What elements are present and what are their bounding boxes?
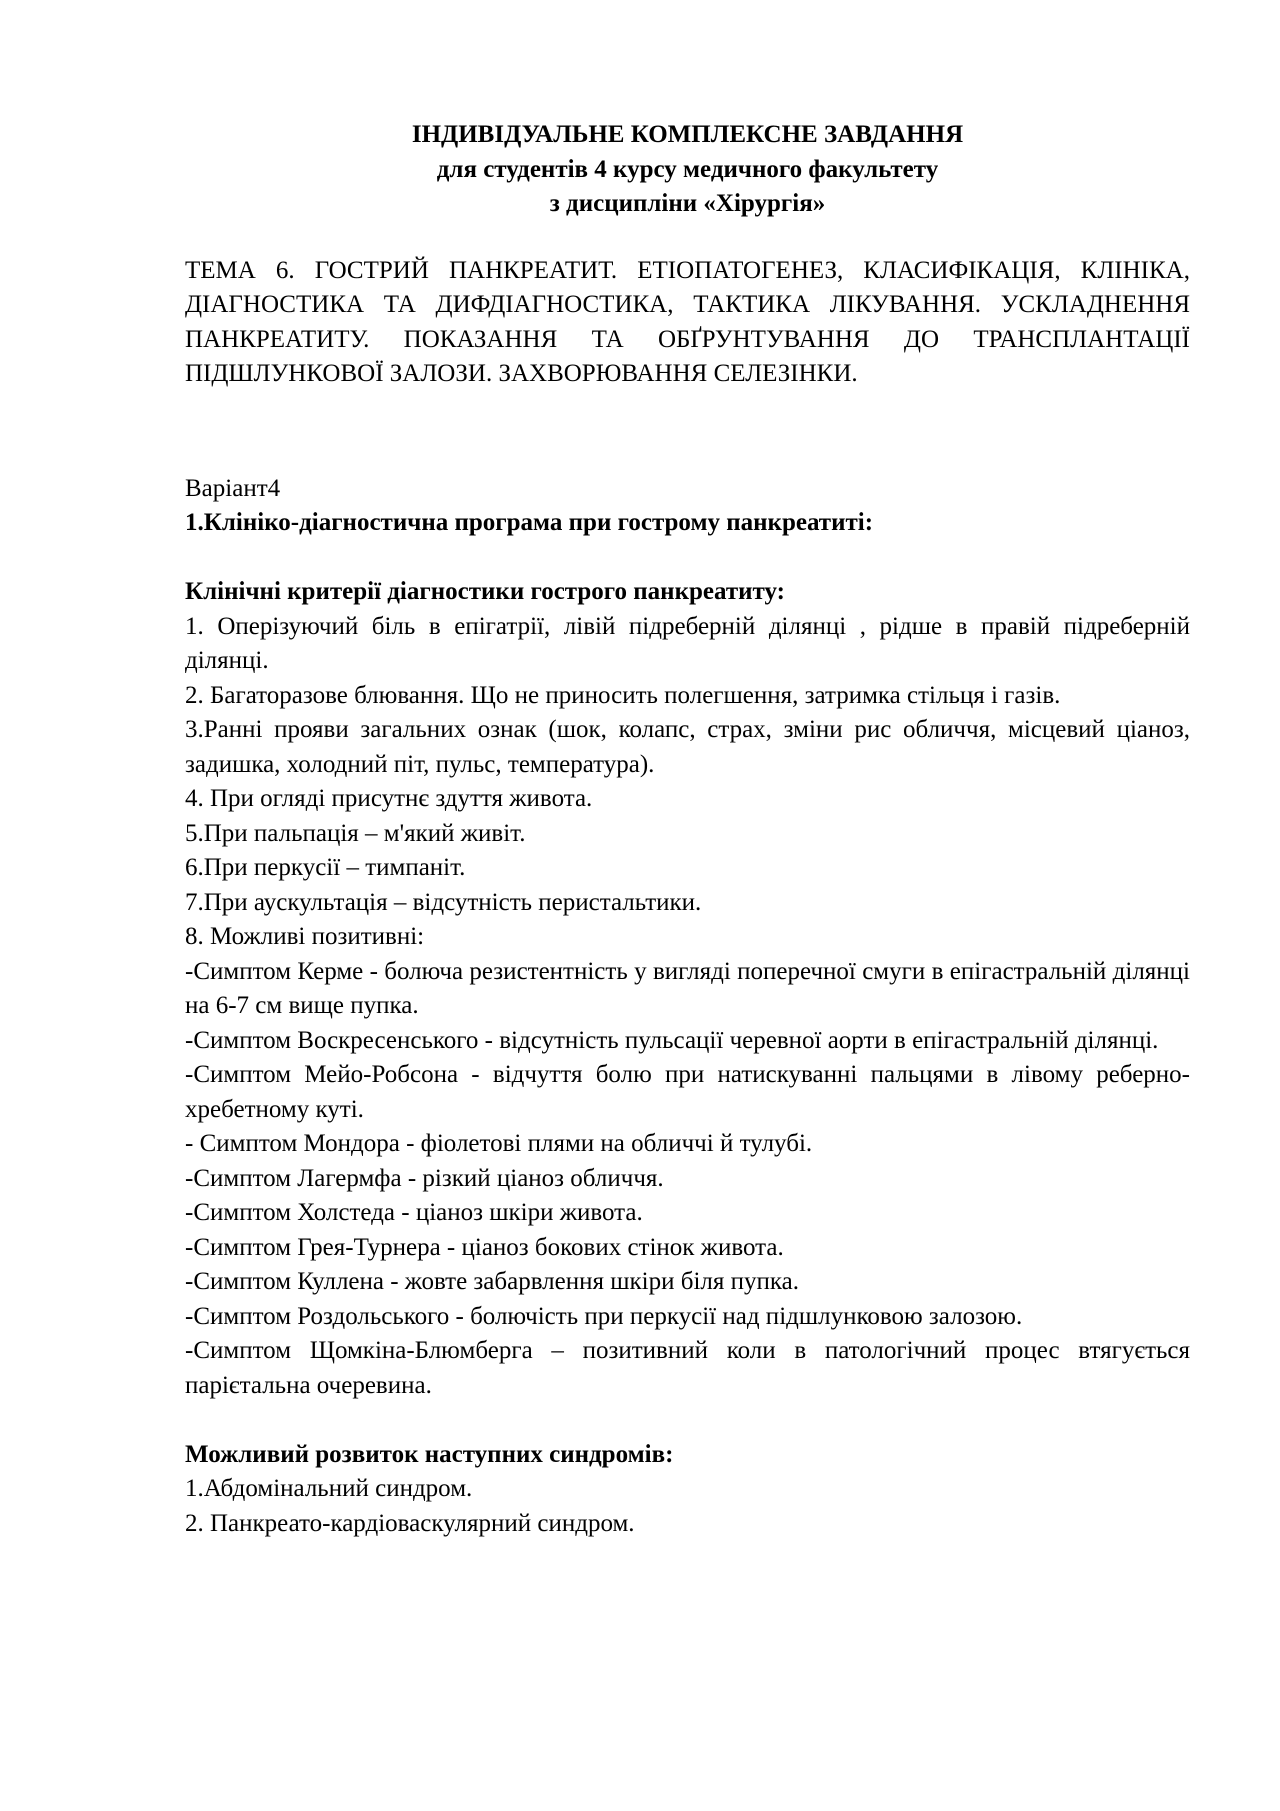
symptom-item: -Симптом Воскресенського - відсутність пульсації черевної аорти в епігастральній ділянці.: [185, 1026, 1159, 1054]
symptom-item: -Симптом Щомкіна-Блюмберга – позитивний коли в патологічний процес втягується парієтальна очеревина.: [185, 1337, 1190, 1399]
syndromes-title: Можливий розвиток наступних синдромів:: [185, 1440, 674, 1468]
header-discipline: з дисципліни «Хірургія»: [549, 190, 826, 217]
syndromes-list: [185, 1472, 1190, 1541]
symptom-item: -Симптом Керме - болюча резистентність у вигляді поперечної смуги в епігастральній ділянці на 6-7 см вище пупка.: [185, 957, 1190, 1019]
syndrome-item: 1.Абдомінальний синдром.: [185, 1475, 473, 1502]
criteria-item: 6.При перкусії – тимпаніт.: [185, 854, 466, 881]
section-1-title: 1.Клініко-діагностична програма при гострому панкреатиті:: [185, 509, 874, 536]
criteria-list: [185, 610, 1190, 1404]
spacer: [185, 1403, 1190, 1438]
symptom-item: -Симптом Роздольського - болючість при перкусії над підшлунковою залозою.: [185, 1302, 1023, 1330]
document-header: [185, 118, 1190, 222]
symptom-item: -Симптом Мейо-Робсона - відчуття болю при натискуванні пальцями в лівому реберно-хребетному куті.: [185, 1061, 1190, 1123]
header-title: ІНДИВІДУАЛЬНЕ КОМПЛЕКСНЕ ЗАВДАННЯ: [411, 121, 964, 148]
criteria-item: 4. При огляді присутнє здуття живота.: [185, 785, 593, 812]
symptom-item: -Симптом Холстеда - ціаноз шкіри живота.: [185, 1199, 643, 1226]
symptom-item: -Симптом Грея-Турнера - ціаноз бокових стінок живота.: [185, 1233, 784, 1261]
header-subtitle: для студентів 4 курсу медичного факультету: [436, 155, 939, 183]
symptom-item: -Симптом Лагермфа - різкий ціаноз обличчя.: [185, 1164, 664, 1192]
topic-title: ТЕМА 6. ГОСТРИЙ ПАНКРЕАТИТ. ЕТІОПАТОГЕНЕЗ, КЛАСИФІКАЦІЯ, КЛІНІКА, ДІАГНОСТИКА ТА ДИФДІАГНОСТИКА, ТАКТИКА ЛІКУВАННЯ. УСКЛАДНЕННЯ ПАНКРЕАТИТУ. ПОКАЗАННЯ ТА ОБҐРУНТУВАННЯ ДО ТРАНСПЛАНТАЦІЇ ПІДШЛУНКОВОЇ ЗАЛОЗИ. ЗАХВОРЮВАННЯ СЕЛЕЗІНКИ.: [185, 256, 1190, 387]
criteria-item: 7.При аускультація – відсутність перистальтики.: [185, 888, 702, 916]
criteria-item: 8. Можливі позитивні:: [185, 923, 425, 950]
symptom-item: -Симптом Куллена - жовте забарвлення шкіри біля пупка.: [185, 1268, 799, 1295]
document-page: [185, 118, 1190, 1541]
criteria-item: 5.При пальпація – м'який живіт.: [185, 819, 526, 847]
criteria-item: 3.Ранні прояви загальних ознак (шок, колапс, страх, зміни рис обличчя, місцевий ціаноз, задишка, холодний піт, пульс, температура).: [185, 716, 1190, 778]
variant-label: Варіант4: [185, 474, 281, 502]
criteria-item: 1. Оперізуючий біль в епігатрії, лівій підреберній ділянці , рідше в правій підреберній ділянці.: [185, 612, 1190, 674]
criteria-title: Клінічні критерії діагностики гострого панкреатиту:: [185, 578, 785, 605]
syndrome-item: 2. Панкреато-кардіоваскулярний синдром.: [185, 1509, 635, 1537]
symptom-item: - Симптом Мондора - фіолетові плями на обличчі й тулубі.: [185, 1130, 813, 1157]
criteria-item: 2. Багаторазове блювання. Що не приносить полегшення, затримка стільця і газів.: [185, 681, 1061, 709]
spacer: [185, 541, 1190, 576]
